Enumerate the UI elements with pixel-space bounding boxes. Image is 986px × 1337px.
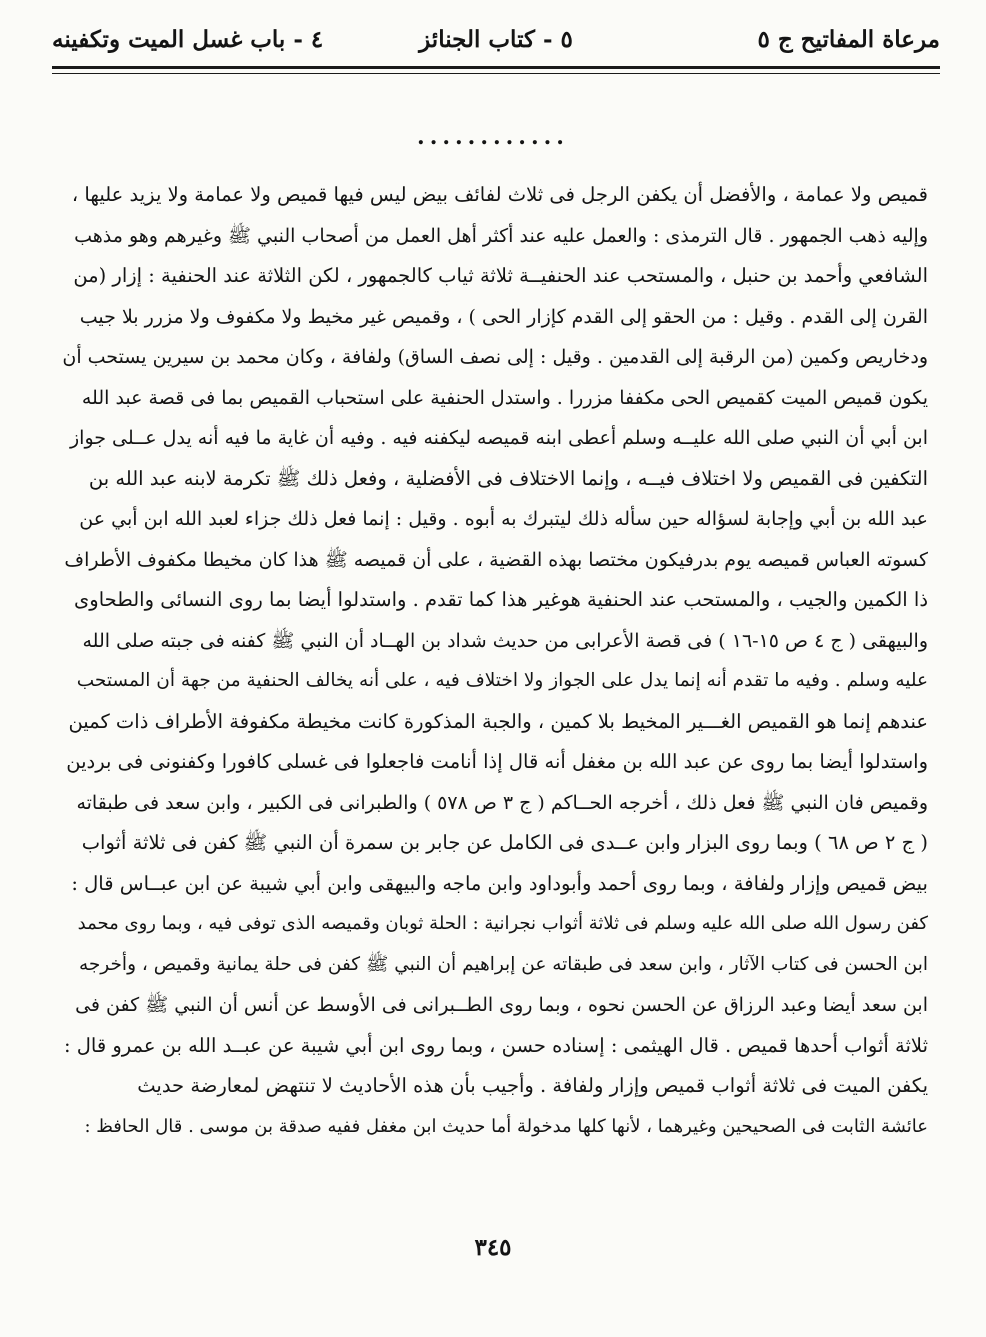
running-header — [52, 18, 940, 64]
text-line: ثلاثة أثواب أحدها قميص . قال الهيثمى : إسناده حسن ، وبما روى ابن أبي شيبة عن عبــد الله بن عمرو قال : — [63, 1033, 928, 1057]
separator-dots: ............ — [417, 124, 569, 150]
text-line: عندهم إنما هو القميص الغـــير المخيط بلا كمين ، والجبة المذكورة كانت مخيطة مكفوفة الأطراف ذات كمين — [68, 709, 928, 733]
header-rule-thick — [52, 66, 940, 69]
text-line: عائشة الثابت فى الصحيحين وغيرهما ، لأنها كلها مدخولة أما حديث ابن مغفل ففيه صدقة بن موسى . قال الحافظ : — [84, 1115, 928, 1137]
header-section-title: ٤ - باب غسل الميت وتكفينه — [52, 26, 324, 53]
text-line: واستدلوا أيضا بما روى عن عبد الله بن مغفل أنه قال إذا أنامت فاجعلوا فى غسلى كافورا وكفنونى فى بردين — [66, 750, 928, 773]
text-line: القرن إلى القدم . وقيل : من الحقو إلى القدم كإزار الحى ) ، وقميص غير مخيط ولا مكفوف ولا مزرر بلا جيب — [79, 305, 928, 328]
header-chapter-title: ٥ - كتاب الجنائز — [419, 26, 573, 53]
text-line: ( ج ٢ ص ٦٨ ) وبما روى البزار وابن عــدى فى الكامل عن جابر بن سمرة أن النبي ﷺ كفن فى ثلاثة أثواب — [81, 831, 928, 854]
header-rule-thin — [52, 73, 940, 74]
text-line: وإليه ذهب الجمهور . قال الترمذى : والعمل عليه عند أكثر أهل العمل من أصحاب النبي ﷺ وغيرهم وهو مذهب — [74, 224, 928, 247]
text-line: كسوته العباس قميصه يوم بدرفيكون مختصا بهذه القضية ، على أن قميصه ﷺ هذا كان مخيطا مكفوف الأطراف — [64, 548, 928, 571]
text-line: قميص ولا عمامة ، والأفضل أن يكفن الرجل فى ثلاث لفائف بيض ليس فيها قميص ولا عمامة ولا يزيد عليها ، — [71, 183, 928, 206]
text-line: ذا الكمين والجيب ، والمستحب عند الحنفية هوغير هذا كما تقدم . واستدلوا أيضا بما روى النسائى والطحاوى — [74, 588, 928, 611]
text-line: بيض قميص وإزار ولفافة ، وبما روى أحمد وأبوداود وابن ماجه والبيهقى وابن أبي شيبة عن ابن عبــاس قال : — [71, 871, 928, 895]
text-line: التكفين فى القميص ولا اختلاف فيــه ، وإنما الاختلاف فى الأفضلية ، وفعل ذلك ﷺ تكرمة لابنه عبد الله بن — [88, 466, 928, 490]
text-line: يكون قميص الميت كقميص الحى مكففا مزررا . واستدل الحنفية على استحباب القميص بما فى قصة عبد الله — [81, 386, 928, 409]
text-line: ابن سعد أيضا وعبد الرزاق عن الحسن نحوه ، وبما روى الطــبرانى فى الأوسط عن أنس أن النبي ﷺ كفن فى — [75, 994, 928, 1016]
text-line: عبد الله بن أبي وإجابة لسؤاله حين سأله ذلك ليتبرك به أبوه . وقيل : إنما فعل ذلك جزاء لعبد الله ابن أبي عن — [79, 508, 928, 530]
text-line: الشافعي وأحمد بن حنبل ، والمستحب عند الحنفيــة ثلاثة ثياب كالجمهور ، لكن الثلاثة عند الحنفية : إزار (من — [73, 264, 928, 287]
main-text-block — [62, 175, 928, 1147]
text-line: يكفن الميت فى ثلاثة أثواب قميص وإزار ولفافة . وأجيب بأن هذه الأحاديث لا تنتهض لمعارضة حديث — [137, 1074, 928, 1097]
text-line: والبيهقى ( ج ٤ ص ١٥-١٦ ) فى قصة الأعرابى من حديث شداد بن الهــاد أن النبي ﷺ كفنه فى جبته صلى الله — [82, 629, 928, 652]
text-line: ودخاريص وكمين (من الرقبة إلى القدمين . وقيل : إلى نصف الساق) ولفافة ، وكان محمد بن سيرين يستحب أن — [62, 346, 928, 368]
page-number: ٣٤٥ — [474, 1234, 512, 1261]
text-line: ابن الحسن فى كتاب الآثار ، وابن سعد فى طبقاته عن إبراهيم أن النبي ﷺ كفن فى حلة يمانية وقميص ، وأخرجه — [78, 953, 928, 975]
header-book-title: مرعاة المفاتيح ج ٥ — [757, 26, 940, 53]
text-line: عليه وسلم . وفيه ما تقدم أنه إنما يدل على الجواز ولا اختلاف فيه ، على أنه يخالف الحنفية من جهة أن المستحب — [76, 670, 928, 691]
text-line: ابن أبي أن النبي صلى الله عليــه وسلم أعطى ابنه قميصه ليكفنه فيه . وفيه أن غاية ما فيه أنه يدل عــلى جواز — [69, 427, 928, 449]
text-line: وقميص فان النبي ﷺ فعل ذلك ، أخرجه الحــاكم ( ج ٣ ص ٥٧٨ ) والطبرانى فى الكبير ، وابن سعد فى طبقاته — [76, 791, 928, 814]
text-line: كفن رسول الله صلى الله عليه وسلم فى ثلاثة أثواب نجرانية : الحلة ثوبان وقميصه الذى توفى فيه ، وبما روى محمد — [77, 913, 928, 934]
